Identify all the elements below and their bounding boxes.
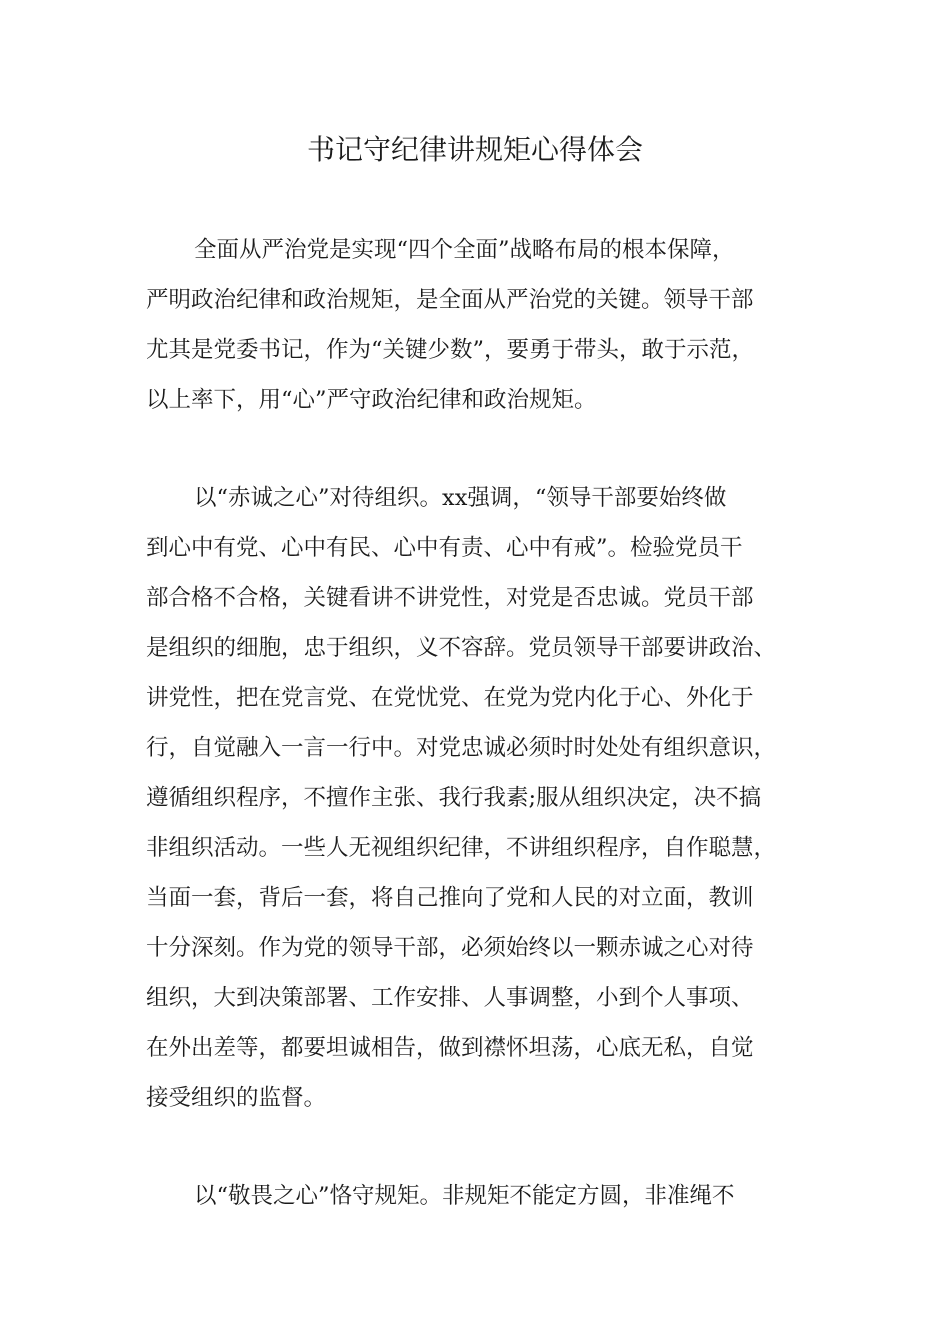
paragraph-2-line-6: 行，自觉融入一言一行中。对党忠诚必须时时处处有组织意识， — [146, 735, 777, 761]
paragraph-1-line-2: 严明政治纪律和政治规矩，是全面从严治党的关键。领导干部 — [146, 287, 754, 313]
paragraph-1-line-3: 尤其是党委书记，作为“关键少数”，要勇于带头，敢于示范， — [146, 337, 755, 363]
paragraph-2-line-8: 非组织活动。一些人无视组织纪律，不讲组织程序，自作聪慧， — [146, 835, 777, 861]
paragraph-2-line-4: 是组织的细胞，忠于组织，义不容辞。党员领导干部要讲政治、 — [146, 635, 777, 661]
paragraph-2-line-12: 在外出差等，都要坦诚相告，做到襟怀坦荡，心底无私，自觉 — [146, 1035, 754, 1061]
paragraph-3-line-1: 以“敬畏之心”恪守规矩。非规矩不能定方圆，非准绳不 — [194, 1183, 735, 1209]
paragraph-2-line-13: 接受组织的监督。 — [146, 1085, 327, 1111]
paragraph-2-line-2: 到心中有党、心中有民、心中有责、心中有戒”。检验党员干 — [146, 535, 743, 561]
paragraph-2-line-7: 遵循组织程序，不擅作主张、我行我素;服从组织决定，决不搞 — [146, 785, 762, 811]
paragraph-1-line-1: 全面从严治党是实现“四个全面”战略布局的根本保障， — [194, 237, 735, 263]
paragraph-2-line-10: 十分深刻。作为党的领导干部，必须始终以一颗赤诚之心对待 — [146, 935, 754, 961]
paragraph-2-line-1: 以“赤诚之心”对待组织。xx强调，“领导干部要始终做 — [194, 485, 727, 511]
paragraph-2-line-11: 组织，大到决策部署、工作安排、人事调整，小到个人事项、 — [146, 985, 754, 1011]
paragraph-2-line-9: 当面一套，背后一套，将自己推向了党和人民的对立面，教训 — [146, 885, 754, 911]
paragraph-2-line-5: 讲党性，把在党言党、在党忧党、在党为党内化于心、外化于 — [146, 685, 754, 711]
paragraph-1-line-4: 以上率下，用“心”严守政治纪律和政治规矩。 — [146, 387, 597, 413]
paragraph-2-line-3: 部合格不合格，关键看讲不讲党性，对党是否忠诚。党员干部 — [146, 585, 754, 611]
document-title: 书记守纪律讲规矩心得体会 — [306, 133, 643, 166]
